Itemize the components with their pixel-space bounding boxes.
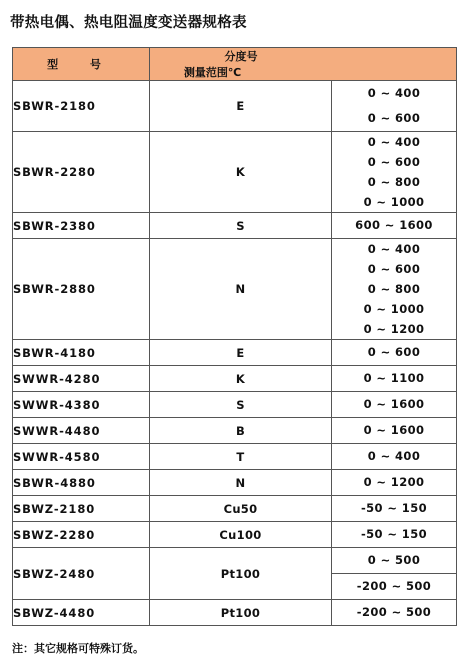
range-cell xyxy=(332,444,457,470)
range-cell xyxy=(332,600,457,626)
header-graduation: 分度号 xyxy=(224,50,258,63)
graduation-cell: N xyxy=(150,239,332,340)
range-value: 0 ~ 1000 xyxy=(363,195,425,209)
model-cell: SBWZ-4480 xyxy=(13,600,150,626)
range-value: 0 ~ 1200 xyxy=(363,322,425,336)
model-cell: SBWZ-2480 xyxy=(13,548,150,600)
table-row xyxy=(13,132,457,213)
table-header xyxy=(13,48,457,81)
range-value: 0 ~ 400 xyxy=(367,135,421,149)
table-row xyxy=(13,392,457,418)
range-value: 0 ~ 1000 xyxy=(363,302,425,316)
table-row xyxy=(13,600,457,626)
model-cell: SWWR-4580 xyxy=(13,444,150,470)
table-row xyxy=(13,470,457,496)
range-cell xyxy=(332,213,457,239)
model-cell: SBWR-2280 xyxy=(13,132,150,213)
range-value: 0 ~ 1600 xyxy=(363,397,425,411)
table-row xyxy=(13,496,457,522)
model-cell: SWWR-4280 xyxy=(13,366,150,392)
graduation-cell: T xyxy=(150,444,332,470)
range-cell xyxy=(332,132,457,213)
table-row xyxy=(13,444,457,470)
range-value: 0 ~ 1100 xyxy=(363,371,425,385)
header-grad-range xyxy=(150,48,457,81)
graduation-cell: Cu50 xyxy=(150,496,332,522)
model-cell: SBWR-4880 xyxy=(13,470,150,496)
graduation-cell: K xyxy=(150,366,332,392)
range-value: 0 ~ 400 xyxy=(367,86,421,100)
range-value: 0 ~ 1600 xyxy=(363,423,425,437)
graduation-cell: Cu100 xyxy=(150,522,332,548)
table-row xyxy=(13,81,457,132)
range-cell xyxy=(332,418,457,444)
header-range: 测量范围℃ xyxy=(183,66,242,79)
footnote: 注：其它规格可特殊订货。 xyxy=(12,642,144,655)
range-cell xyxy=(332,81,457,132)
range-value: 0 ~ 1200 xyxy=(363,475,425,489)
range-cell xyxy=(332,366,457,392)
graduation-cell: Pt100 xyxy=(150,600,332,626)
header-model xyxy=(13,48,150,81)
range-value: 0 ~ 600 xyxy=(367,155,421,169)
range-value: 600 ~ 1600 xyxy=(355,218,433,232)
range-value: 0 ~ 500 xyxy=(332,548,456,574)
range-value: 0 ~ 800 xyxy=(367,282,421,296)
graduation-cell: K xyxy=(150,132,332,213)
range-cell xyxy=(332,340,457,366)
range-cell xyxy=(332,470,457,496)
table-row xyxy=(13,340,457,366)
model-cell: SWWR-4480 xyxy=(13,418,150,444)
model-cell: SBWR-2380 xyxy=(13,213,150,239)
document-title: 带热电偶、热电阻温度变送器规格表 xyxy=(10,15,247,31)
graduation-cell: S xyxy=(150,392,332,418)
graduation-cell: N xyxy=(150,470,332,496)
range-value: -200 ~ 500 xyxy=(356,579,432,593)
range-value: 0 ~ 400 xyxy=(367,242,421,256)
table-body xyxy=(13,81,457,626)
graduation-cell: E xyxy=(150,340,332,366)
table-row xyxy=(13,548,457,600)
model-cell: SBWR-2880 xyxy=(13,239,150,340)
table-row xyxy=(13,418,457,444)
range-value: 0 ~ 600 xyxy=(367,345,421,359)
table-row xyxy=(13,213,457,239)
range-value: 0 ~ 600 xyxy=(367,262,421,276)
range-cell xyxy=(332,392,457,418)
range-value: 0 ~ 400 xyxy=(367,449,421,463)
model-cell: SWWR-4380 xyxy=(13,392,150,418)
graduation-cell: Pt100 xyxy=(150,548,332,600)
model-cell: SBWZ-2180 xyxy=(13,496,150,522)
table-row xyxy=(13,522,457,548)
model-cell: SBWR-4180 xyxy=(13,340,150,366)
range-value: -50 ~ 150 xyxy=(360,501,428,515)
header-row xyxy=(13,48,457,81)
range-cell xyxy=(332,239,457,340)
model-cell: SBWR-2180 xyxy=(13,81,150,132)
graduation-cell: S xyxy=(150,213,332,239)
range-value: -50 ~ 150 xyxy=(360,527,428,541)
table-row xyxy=(13,366,457,392)
header-model-label: 型 号 xyxy=(47,58,115,71)
graduation-cell: E xyxy=(150,81,332,132)
range-cell xyxy=(332,496,457,522)
graduation-cell: B xyxy=(150,418,332,444)
range-cell xyxy=(332,548,457,600)
range-value: -200 ~ 500 xyxy=(356,605,432,619)
spec-table xyxy=(12,47,457,626)
range-value: 0 ~ 800 xyxy=(367,175,421,189)
range-cell xyxy=(332,522,457,548)
model-cell: SBWZ-2280 xyxy=(13,522,150,548)
range-value: 0 ~ 600 xyxy=(367,111,421,125)
table-row xyxy=(13,239,457,340)
